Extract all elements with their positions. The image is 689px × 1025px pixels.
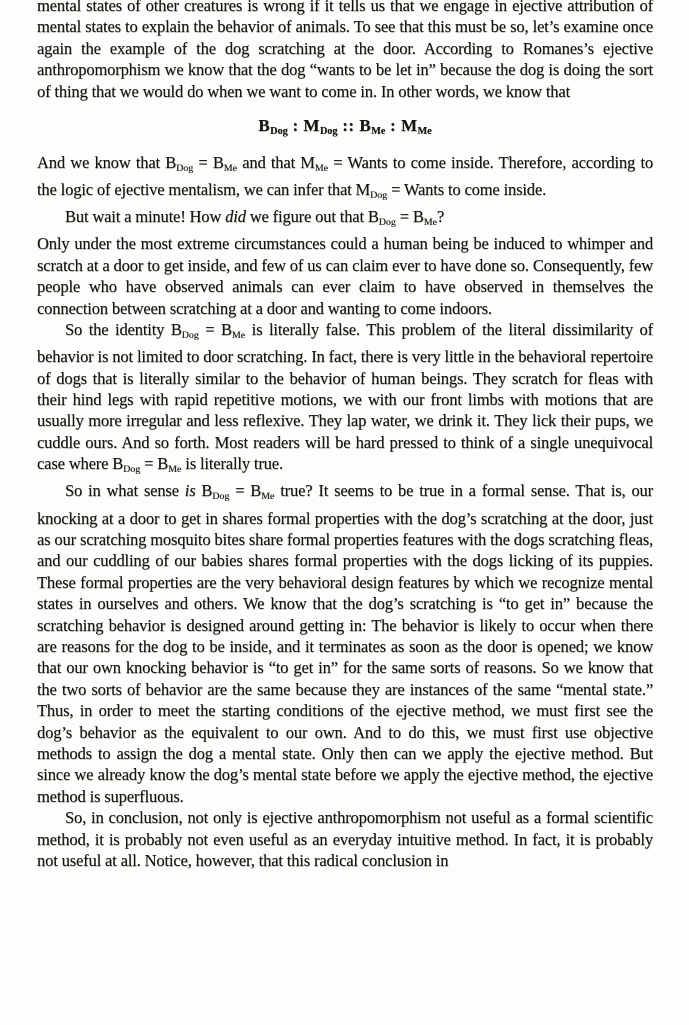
subscript-text: Me	[423, 216, 437, 228]
paragraph-in-what-sense	[37, 480, 653, 807]
text-run: :	[385, 116, 401, 136]
subscript-text: Me	[231, 329, 246, 341]
formula-analogy	[37, 116, 653, 137]
text-run: = B	[193, 152, 224, 172]
paragraph-conclusion	[37, 807, 653, 871]
subscript-text: Me	[371, 125, 386, 137]
text-run: we figure out that B	[245, 207, 379, 227]
text-run: Only under the most extreme circumstances could a human being be induced to whimper and scratch at a door to get inside, and few of us can claim ever to have done so. Consequently, few people who have observed animals can ever claim to have observed in themselves the connection between scratching at a door and wanting to come indoors.	[37, 234, 653, 318]
text-run: So in what sense	[65, 481, 185, 501]
text-run: :	[287, 116, 304, 136]
paragraph-continuation-top	[37, 0, 653, 102]
text-run: B	[195, 481, 213, 501]
paragraph-and-we-know	[37, 152, 653, 206]
text-run: = B	[395, 207, 424, 227]
text-run: = Wants to come inside. Therefore, according to the logic of ejective mentalism, we can infer that M	[37, 152, 653, 200]
subscript-text: Dog	[270, 125, 288, 137]
text-run: = B	[229, 481, 262, 501]
subscript-text: Me	[223, 162, 237, 174]
text-run: B	[359, 116, 372, 136]
text-run: But wait a minute! How	[65, 207, 226, 227]
subscript-text: Me	[261, 491, 275, 503]
subscript-text: Dog	[123, 463, 141, 475]
italic-text: did	[225, 207, 246, 227]
text-run: = Wants to come inside.	[387, 180, 547, 200]
text-run: So the identity B	[65, 320, 182, 340]
text-run: is literally true.	[181, 454, 283, 474]
text-run: And we know that B	[37, 152, 177, 172]
text-run: true? It seems to be true in a formal sense. That is, our knocking at a door to get in shares formal properties with the dog’s scratching at the door, just as our scratching mosquito bites share formal properties features with the dogs scratching fleas, and our cuddling of our babies shares formal properties with the dogs licking of its puppies. These formal properties are the very behavioral design features by which we recognize mental states in ourselves and others. We know that the dog’s scratching is “to get in” because the scratching behavior is designed around getting in: The behavior is likely to occur when there are reasons for the dog to be inside, and it terminates as soon as the door is opened; we know that our own knocking behavior is “to get in” for the same sorts of reasons. So we know that the two sorts of behavior are the same because they are instances of the same “mental state.” Thus, in order to meet the starting conditions of the ejective method, we must first see the dog’s behavior as the equivalent to our own. And to do this, we must first use objective methods to assign the dog a mental state. Only then can we apply the ejective method. But since we already know the dog’s mental state before we apply the ejective method, the ejective method is superfluous.	[37, 481, 653, 806]
subscript-text: Dog	[319, 125, 338, 137]
text-run: B	[258, 116, 271, 136]
text-run: is literally false. This problem of the literal dissimilarity of behavior is not limited to door scratching. In fact, there is very little in the behavioral repertoire of dogs that is literally similar to the behavior of human beings. They scratch for fleas with their hind legs with rapid repetitive motions, we with our front limbs with motions that are usually more irregular and less reflexive. They lap water, we drink it. They lick their pups, we cuddle ours. And so forth. Most readers will be hard pressed to think of a single unequivocal case where B	[37, 320, 653, 474]
text-run: ?	[436, 207, 445, 227]
subscript-text: Dog	[378, 216, 396, 228]
text-run: mental states of other creatures is wrong if it tells us that we engage in ejective attribution of mental states to explain the behavior of animals. To see that this must be so, let’s examine once again the example of the dog scratching at the door. According to Romanes’s ejective anthropomorphism we know that the dog “wants to be let in” because the dog is doing the sort of thing that we would do when we want to come in. In other words, we know that	[37, 0, 653, 101]
subscript-text: Dog	[181, 329, 199, 341]
subscript-text: Dog	[176, 162, 194, 174]
text-run: and that M	[236, 152, 315, 172]
paragraph-but-wait	[37, 206, 653, 233]
subscript-text: Me	[168, 463, 182, 475]
text-run: = B	[198, 320, 232, 340]
italic-text: is	[184, 481, 196, 501]
text-run: So, in conclusion, not only is ejective anthropomorphism not useful as a formal scientific method, it is probably not even useful as an everyday intuitive method. In fact, it is probably not useful at all. Notice, however, that this radical conclusion in	[37, 808, 653, 871]
text-run: M	[400, 116, 418, 136]
text-run: = B	[140, 454, 169, 474]
subscript-text: Dog	[370, 189, 388, 201]
paragraph-only-under	[37, 233, 653, 319]
subscript-text: Me	[417, 125, 432, 137]
text-run: ::	[337, 116, 360, 136]
subscript-text: Me	[314, 162, 328, 174]
subscript-text: Dog	[212, 491, 230, 503]
text-run: M	[303, 116, 320, 136]
document-body	[37, 0, 653, 871]
paragraph-so-the-identity	[37, 319, 653, 480]
